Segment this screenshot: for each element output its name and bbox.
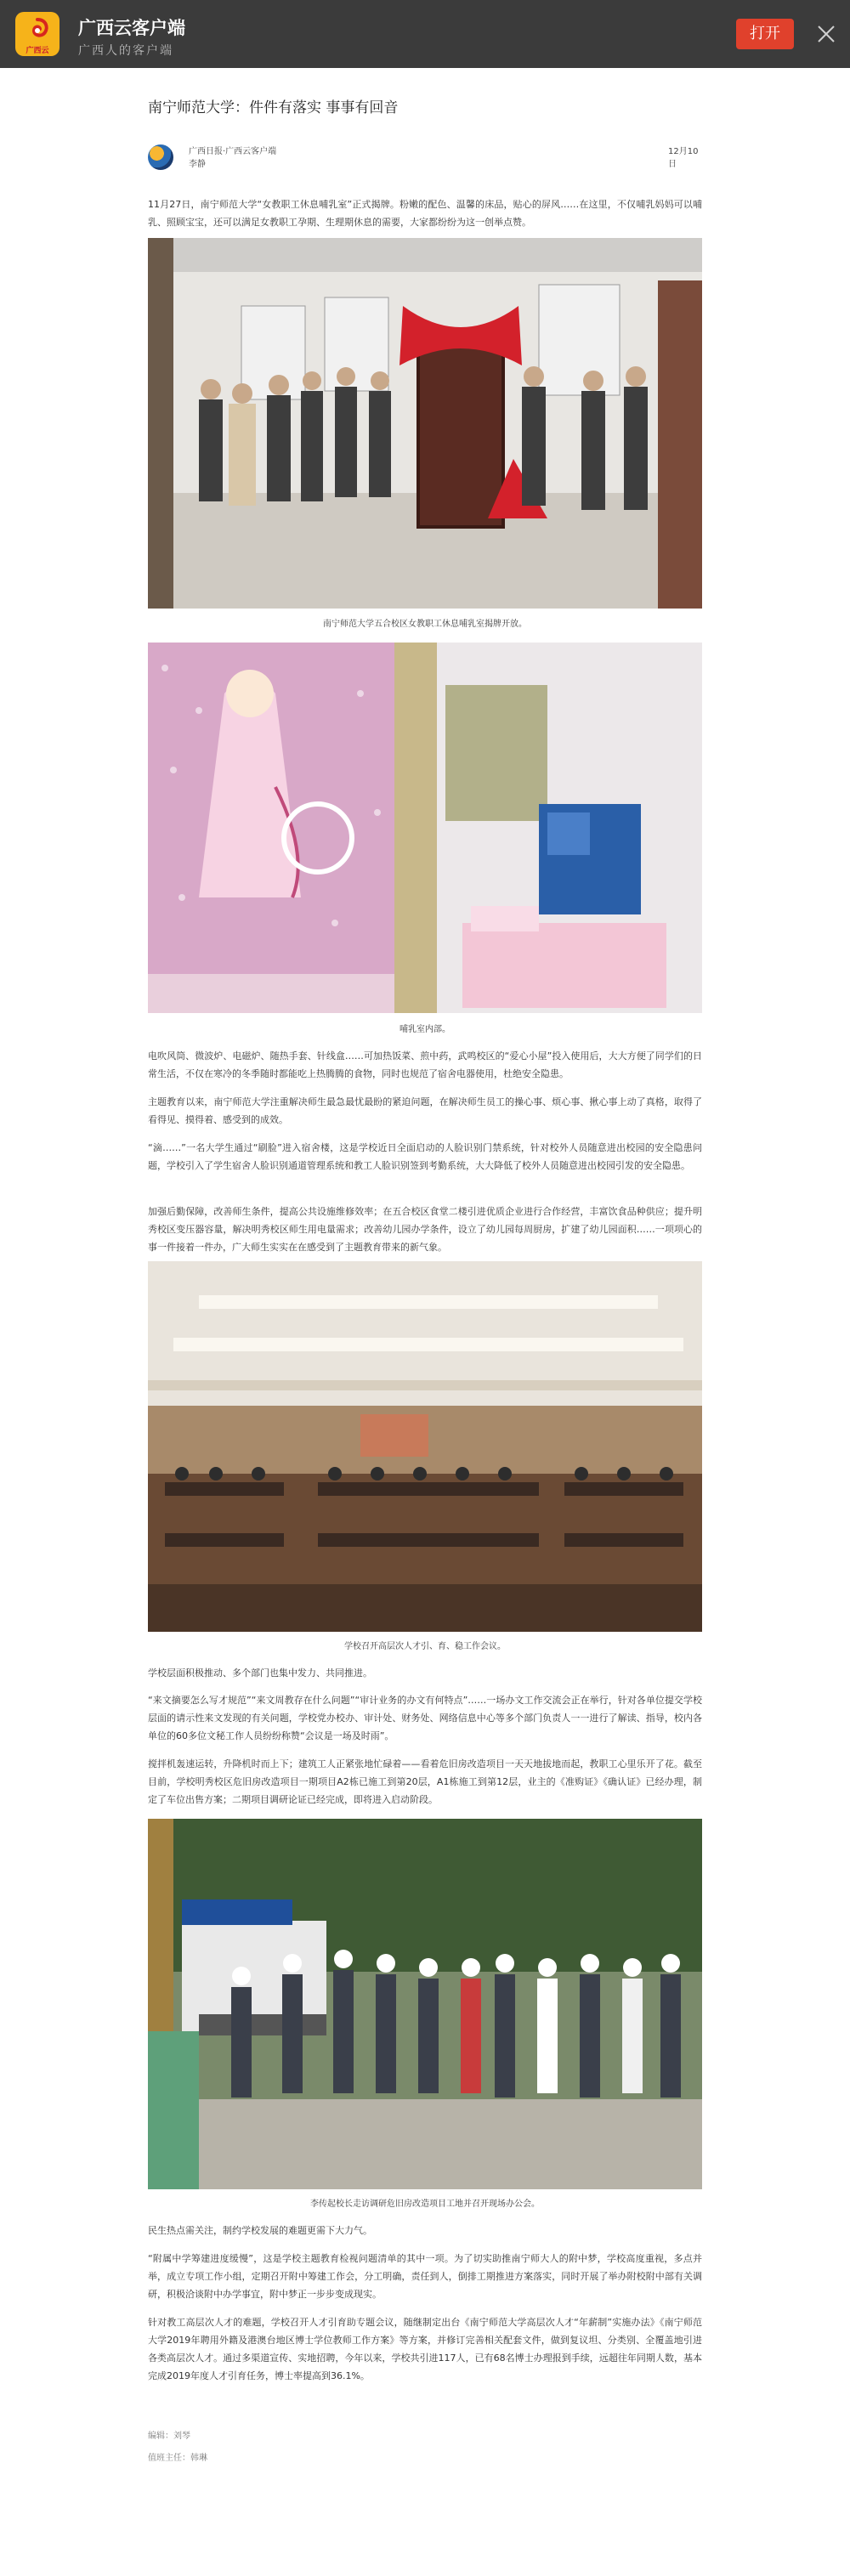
app-logo-icon[interactable] xyxy=(15,12,60,56)
app-name: 广西云客户端 xyxy=(78,18,185,38)
photo-caption: 学校召开高层次人才引、育、稳工作会议。 xyxy=(344,1642,506,1651)
paragraph: 加强后勤保障，改善师生条件，提高公共设施维修效率；在五合校区食堂二楼引进优质企业进行合作经营，丰富饮食品种供应；提升明秀校区变压器容量，解决明秀校区师生用电量需求；改善幼儿园办学条件，设立了幼儿园每周厨房，扩建了幼儿园面积……一项项心的事一件接着一件办，广大师生实实在在感受到了主题教育带来的新气象。 xyxy=(148,1206,702,1253)
photo-nursing-room xyxy=(148,643,702,1013)
ceremony-photo xyxy=(148,238,702,609)
close-icon[interactable] xyxy=(811,19,842,49)
photo-meeting xyxy=(148,1261,702,1632)
article-source[interactable]: 广西日报·广西云客户端 xyxy=(189,147,277,156)
photo-caption: 哺乳室内部。 xyxy=(400,1025,450,1034)
app-slogan: 广西人的客户端 xyxy=(78,44,173,58)
article-title: 南宁师范大学：件件有落实 事事有回音 xyxy=(148,99,399,116)
logo-swirl-icon xyxy=(24,17,51,44)
paragraph: “来文摘要怎么写才规范”“来文周教存在什么问题”“审计业务的办文有何特点”……一场办文工作交流会正在举行，针对各单位提交学校层面的请示性来文发现的有关问题，学校党办校办、审计处、财务处、网络信息中心等多个部门负责人一一进行了解读、指导，校内各单位的60多位文秘工作人员纷纷称赞“会议是一场及时雨”。 xyxy=(148,1695,702,1741)
photo-caption: 李传起校长走访调研危旧房改造项目工地并召开现场办公会。 xyxy=(310,2200,540,2209)
open-app-button[interactable]: 打开 xyxy=(736,19,794,49)
photo-ceremony xyxy=(148,238,702,609)
source-avatar-icon[interactable] xyxy=(148,144,173,170)
nursing-room-photo xyxy=(148,643,702,1013)
paragraph: 针对教工高层次人才的难题，学校召开人才引育助专题会议，随继制定出台《南宁师范大学高层次人才“年薪制”实施办法》《南宁师范大学2019年聘用外籍及港澳台地区博士学位教师工作方案》等方案，并修订完善相关配套文件，做到复议坦、分类别、全覆盖地引进各类高层次人才。通过多渠道宣传、实地招聘，今年以来，学校共引进117人，已有68名博士办理报到手续，远超往年同期人数，基本完成2019年度人才引育任务，博士率提高到36.1%。 xyxy=(148,2317,702,2381)
article-editor: 李静 xyxy=(189,160,206,169)
photo-construction-site xyxy=(148,1819,702,2189)
photo-caption: 南宁师范大学五合校区女教职工休息哺乳室揭牌开放。 xyxy=(323,620,527,629)
chief-editor-credit: 值班主任：韩琳 xyxy=(148,2454,207,2463)
publish-date: 12月10日 xyxy=(668,147,699,169)
editor-credit: 编辑：刘琴 xyxy=(148,2432,190,2441)
app-download-bar xyxy=(0,0,850,68)
paragraph: 民生热点需关注，制约学校发展的难题更需下大力气。 xyxy=(148,2225,372,2236)
paragraph: 主题教育以来，南宁师范大学注重解决师生最急最忧最盼的紧迫问题，在解决师生员工的操心事、烦心事、揪心事上动了真格，取得了看得见、摸得着、感受到的成效。 xyxy=(148,1096,702,1125)
paragraph: 11月27日，南宁师范大学“女教职工休息哺乳室”正式揭牌。粉嫩的配色、温馨的床品，贴心的屏风……在这里，不仅哺乳妈妈可以哺乳、照顾宝宝，还可以满足女教职工孕期、生理期休息的需要，大家都纷纷为这一创举点赞。 xyxy=(148,199,702,228)
close-glyph xyxy=(811,19,842,49)
meeting-photo xyxy=(148,1261,702,1632)
paragraph: 电吹风筒、微波炉、电磁炉、随热手套、针线盒……可加热饭菜、煎中药，武鸣校区的“爱心小屋”投入使用后，大大方便了同学们的日常生活，不仅在寒冷的冬季随时都能吃上热腾腾的食物，同时也规范了宿舍电器使用，杜绝安全隐患。 xyxy=(148,1050,702,1079)
logo-text: 广西云 xyxy=(26,47,49,55)
construction-photo xyxy=(148,1819,702,2189)
paragraph: 搅拌机轰速运转，升降机时而上下；建筑工人正紧张地忙碌着——看着危旧房改造项目一天天地拔地而起，教职工心里乐开了花。截至目前，学校明秀校区危旧房改造项目一期项目A2栋已施工到第20层，A1栋施工到第12层，业主的《准购证》《确认证》已经办理，制定了车位出售方案；二期项目调研论证已经完成，即将进入启动阶段。 xyxy=(148,1758,702,1805)
paragraph: 学校层面积极推动、多个部门也集中发力、共同推进。 xyxy=(148,1667,372,1679)
paragraph: “附属中学筹建进度缓慢”，这是学校主题教育检视问题清单的其中一项。为了切实助推南宁师大人的附中梦，学校高度重视，多点并举，成立专项工作小组，定期召开附中筹建工作会，分工明确，责任到人，倒排工期推进方案落实，同时开展了举办附校附中部有关调研，积极洽谈附中办学事宜，附中梦正一步步变成现实。 xyxy=(148,2253,702,2300)
paragraph: “滴……”一名大学生通过“刷脸”进入宿舍楼，这是学校近日全面启动的人脸识别门禁系统，针对校外人员随意进出校园的安全隐患问题，学校引入了学生宿舍人脸识别通道管理系统和教工人脸识别签到考勤系统，大大降低了校外人员随意进出校园引发的安全隐患。 xyxy=(148,1142,702,1171)
